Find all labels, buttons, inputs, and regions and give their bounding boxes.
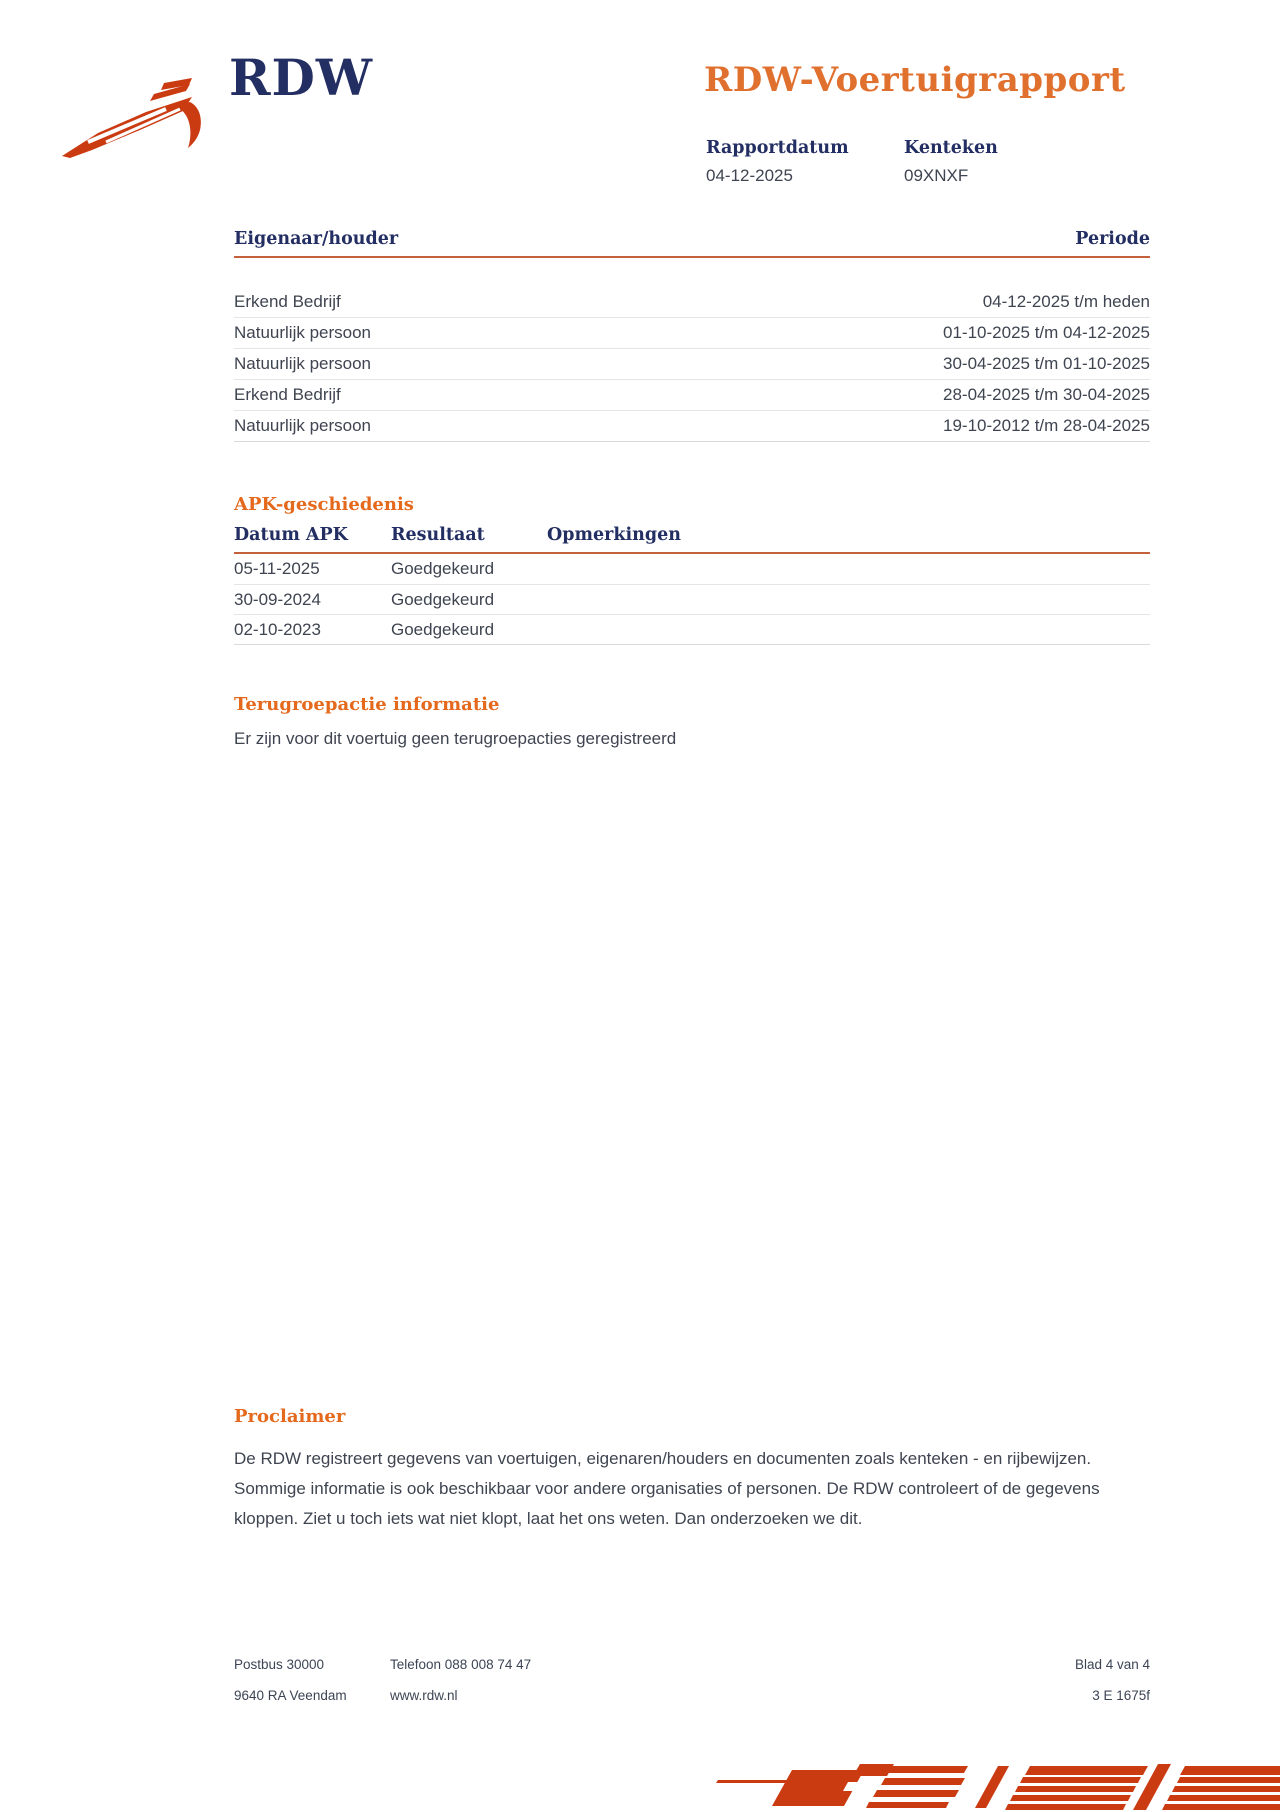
apk-result: Goedgekeurd xyxy=(391,559,495,578)
owner-holder-section xyxy=(234,229,1150,442)
footer-website: www.rdw.nl xyxy=(390,1688,458,1703)
table-row xyxy=(234,348,1150,379)
license-plate-label: Kenteken xyxy=(904,138,998,158)
table-row xyxy=(234,379,1150,410)
apk-table xyxy=(234,525,1150,645)
table-row xyxy=(234,614,1150,644)
apk-date-column-heading: Datum APK xyxy=(234,525,348,545)
table-row xyxy=(234,584,1150,614)
apk-date: 02-10-2023 xyxy=(234,619,321,639)
owner-period: 30-04-2025 t/m 01-10-2025 xyxy=(943,354,1150,373)
speed-stripes-graphic-icon xyxy=(680,1762,1280,1812)
owner-type: Erkend Bedrijf xyxy=(234,385,341,404)
rdw-logo-swoosh-icon xyxy=(58,78,208,160)
page-title: RDW-Voertuigrapport xyxy=(704,60,1126,100)
license-plate-value: 09XNXF xyxy=(904,166,969,185)
page-footer xyxy=(234,1657,1150,1703)
recall-status-text: Er zijn voor dit voertuig geen terugroepacties geregistreerd xyxy=(234,729,677,748)
footer-phone: Telefoon 088 008 74 47 xyxy=(390,1657,532,1672)
apk-date: 30-09-2024 xyxy=(234,589,321,609)
owner-period: 04-12-2025 t/m heden xyxy=(982,291,1150,311)
table-row xyxy=(234,286,1150,317)
owner-table-header xyxy=(234,229,1150,258)
owner-type: Natuurlijk persoon xyxy=(234,354,372,373)
apk-remarks-column-heading: Opmerkingen xyxy=(547,525,681,545)
proclaimer-section xyxy=(234,1406,1150,1534)
owner-type: Erkend Bedrijf xyxy=(234,291,341,311)
owner-heading: Eigenaar/houder xyxy=(234,229,399,249)
footer-doc-code: 3 E 1675f xyxy=(1092,1688,1150,1703)
recall-section-heading: Terugroepactie informatie xyxy=(234,694,500,715)
proclaimer-heading: Proclaimer xyxy=(234,1406,346,1427)
table-row xyxy=(234,410,1150,441)
apk-result: Goedgekeurd xyxy=(391,589,495,609)
report-date-label: Rapportdatum xyxy=(706,138,849,158)
recall-info-section xyxy=(234,694,1150,749)
apk-history-section xyxy=(234,494,1150,645)
apk-table-body xyxy=(234,554,1150,645)
owner-type: Natuurlijk persoon xyxy=(234,323,372,342)
owner-period: 01-10-2025 t/m 04-12-2025 xyxy=(943,323,1150,342)
owner-period: 19-10-2012 t/m 28-04-2025 xyxy=(943,416,1150,435)
rdw-logo-text: RDW xyxy=(229,48,374,107)
table-row xyxy=(234,554,1150,584)
period-heading: Periode xyxy=(1075,229,1150,249)
owner-type: Natuurlijk persoon xyxy=(234,416,372,435)
footer-address-line2: 9640 RA Veendam xyxy=(234,1688,347,1703)
apk-result-column-heading: Resultaat xyxy=(391,525,485,545)
footer-page-info: Blad 4 van 4 xyxy=(1074,1657,1150,1672)
owner-table xyxy=(234,286,1150,442)
apk-result: Goedgekeurd xyxy=(391,619,495,639)
footer-address-line1: Postbus 30000 xyxy=(234,1657,325,1672)
apk-section-heading: APK-geschiedenis xyxy=(234,494,414,515)
apk-date: 05-11-2025 xyxy=(234,559,320,578)
owner-period: 28-04-2025 t/m 30-04-2025 xyxy=(943,385,1150,404)
report-date-value: 04-12-2025 xyxy=(706,166,793,185)
table-row xyxy=(234,317,1150,348)
apk-table-header xyxy=(234,525,1150,554)
report-meta xyxy=(706,138,998,186)
proclaimer-text: De RDW registreert gegevens van voertuigen, eigenaren/houders en documenten zoals kenteken - en rijbewijzen. Sommige informatie is ook beschikbaar voor andere organisaties of personen. De RDW controleert of de gegevens kloppen. Ziet u toch iets wat niet klopt, laat het ons weten. Dan onderzoeken we dit. xyxy=(234,1449,1100,1528)
